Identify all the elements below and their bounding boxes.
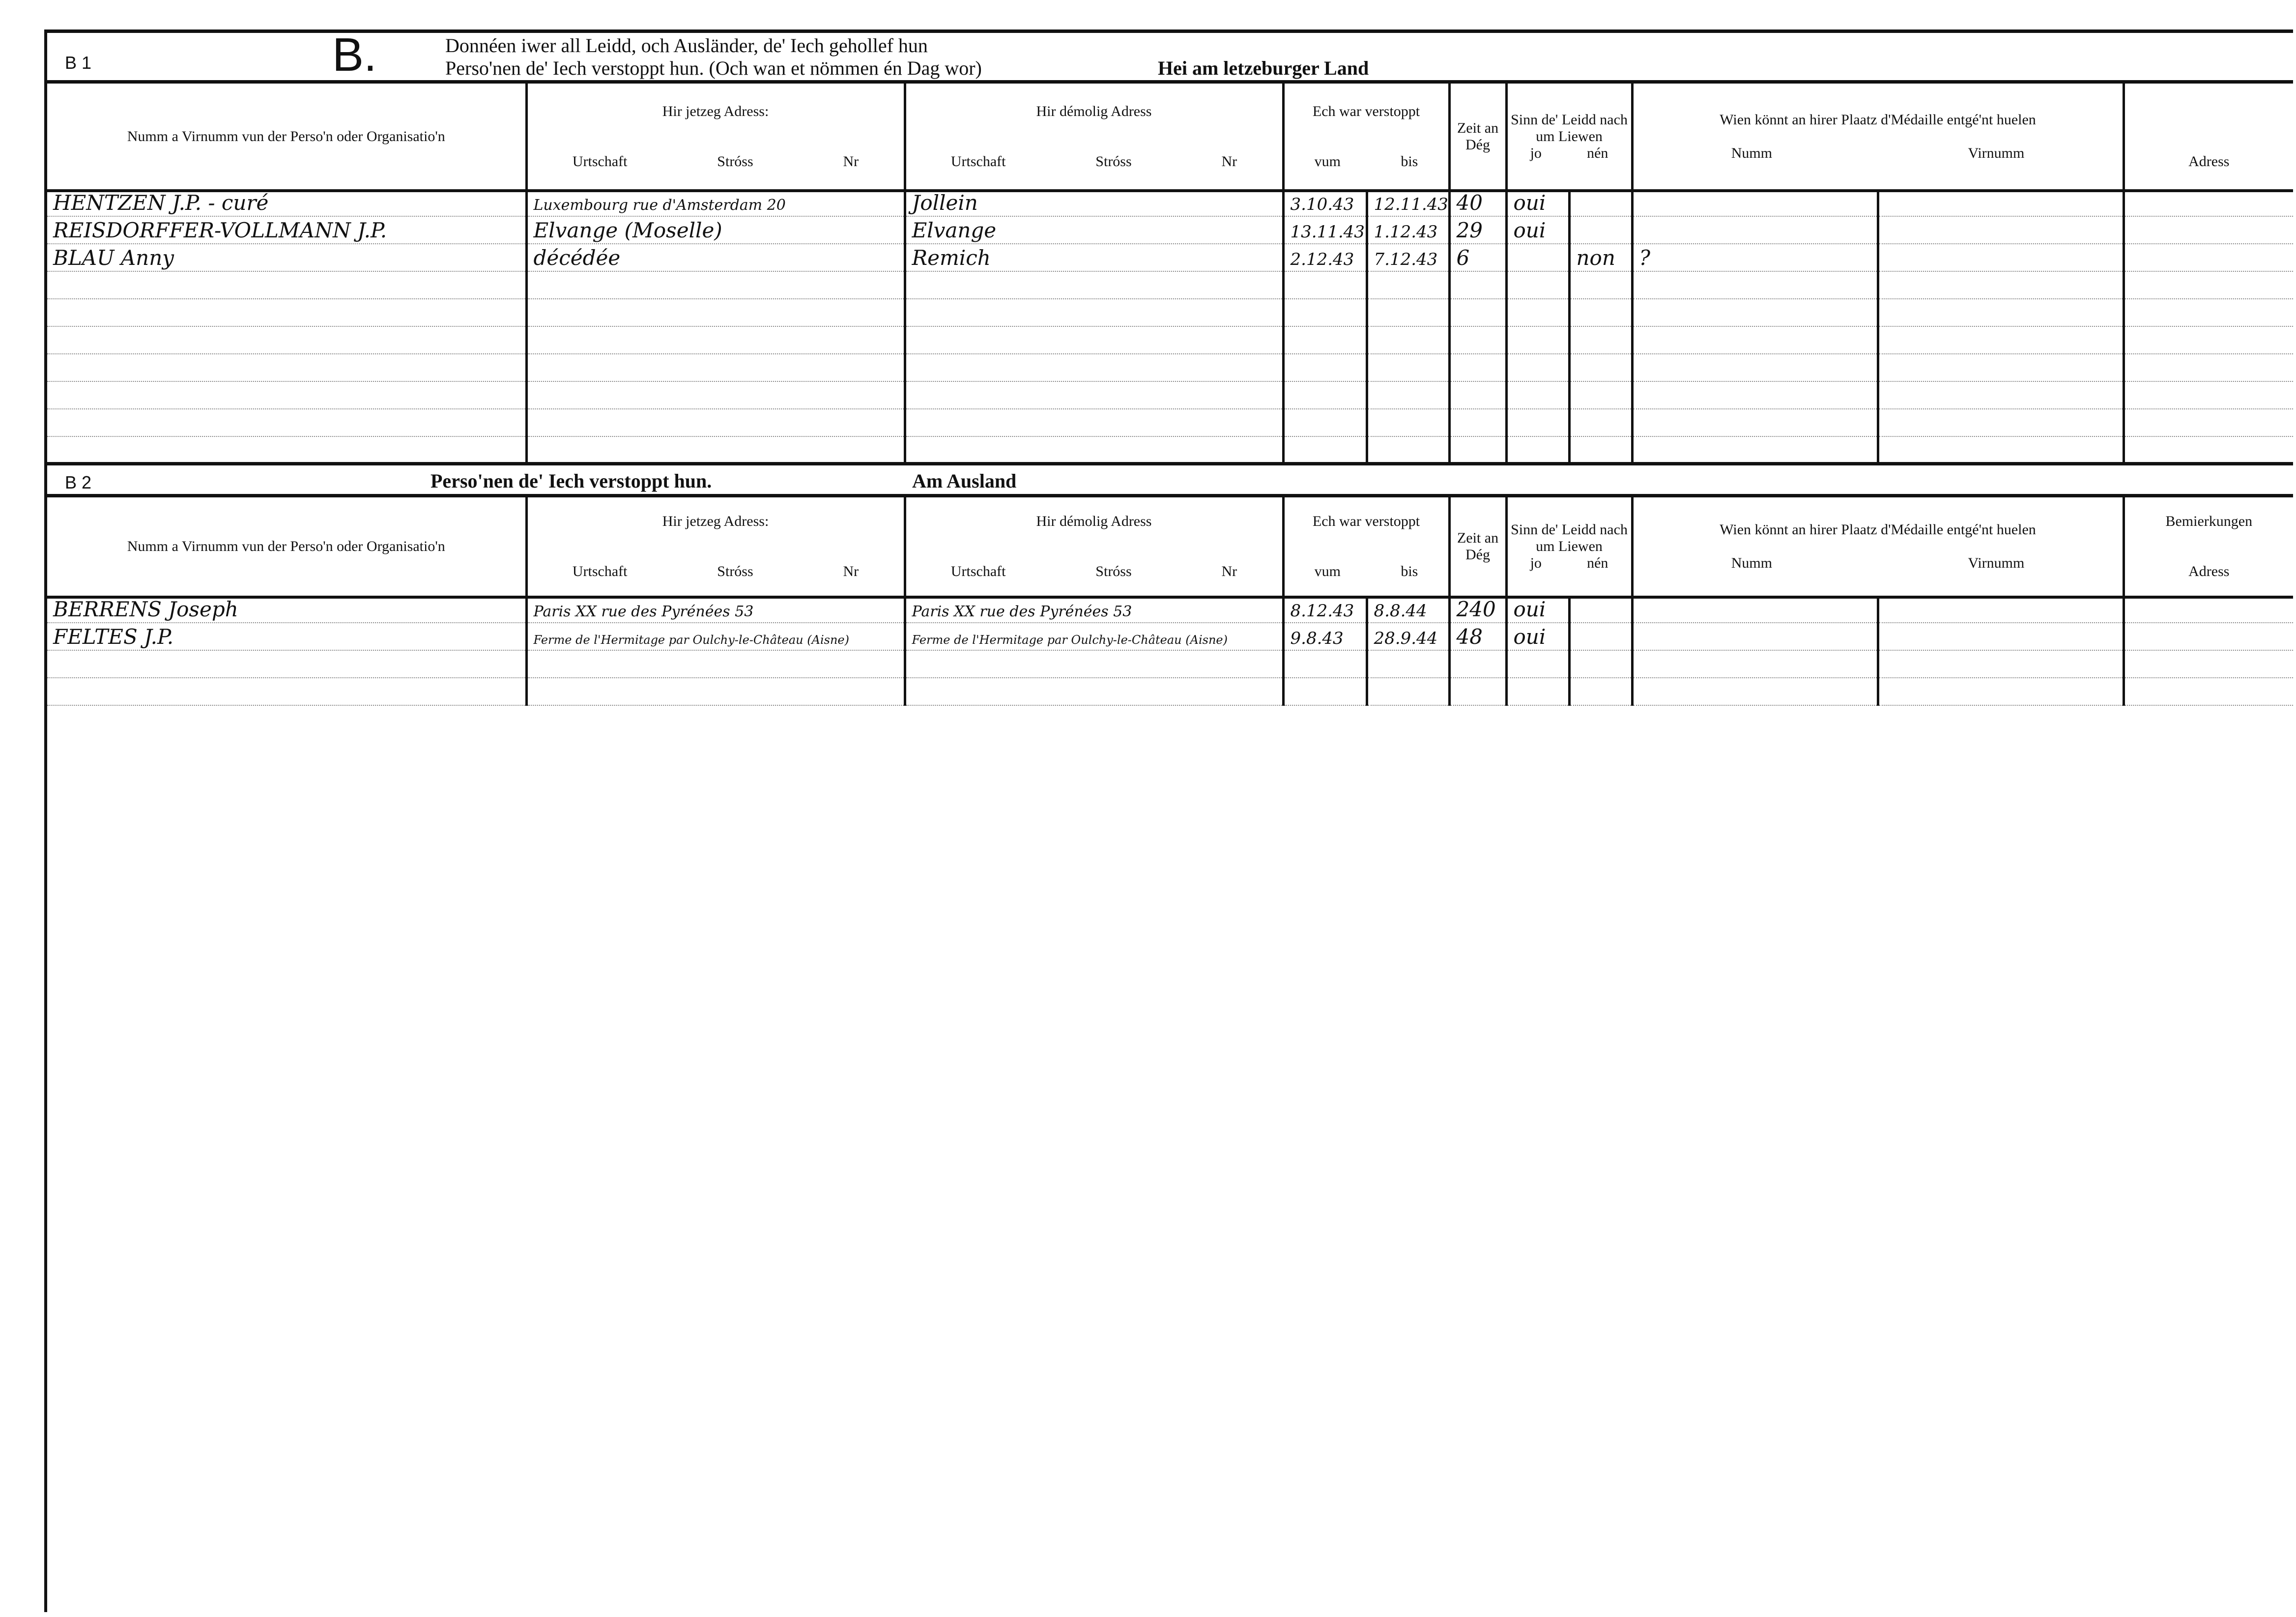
table-row [47, 650, 2293, 678]
days: 240 [1456, 597, 1496, 621]
form-sheet [44, 29, 2293, 1612]
former-address: Jollein [912, 190, 978, 215]
alive-yes: oui [1513, 190, 1546, 215]
col-days-header: Zeit an Dég [1449, 84, 1506, 191]
current-address: Elvange (Moselle) [533, 218, 722, 242]
b2-header-row [47, 497, 2293, 597]
table-row [47, 436, 2293, 464]
hidden-to: 1.12.43 [1374, 222, 1438, 242]
section-title-right: Am Ausland [912, 470, 1017, 492]
table-row [47, 354, 2293, 381]
b1-table [47, 84, 2293, 192]
table-row [47, 189, 2293, 216]
days: 29 [1456, 218, 1483, 242]
former-address: Paris XX rue des Pyrénées 53 [912, 603, 1132, 620]
alive-yes: oui [1513, 597, 1546, 621]
table-row [47, 409, 2293, 436]
former-address: Remich [912, 245, 991, 270]
days: 48 [1456, 624, 1483, 649]
former-address: Elvange [912, 218, 997, 242]
current-address: Paris XX rue des Pyrénées 53 [533, 603, 754, 620]
col-hidden-header: Ech war verstoppt vum bis [1283, 497, 1449, 597]
days: 40 [1456, 190, 1483, 215]
table-row [47, 678, 2293, 705]
col-days-header: Zeit an Dég [1449, 497, 1506, 597]
person-name: HENTZEN J.P. - curé [53, 190, 269, 215]
hidden-to: 8.8.44 [1374, 601, 1427, 621]
section-title-right: Hei am letzeburger Land [1158, 57, 1369, 79]
alive-yes: oui [1513, 218, 1546, 242]
hidden-to: 7.12.43 [1374, 249, 1438, 269]
section-b2-header [47, 462, 2293, 497]
col-medal-address-header: Adress [2124, 84, 2293, 191]
col-name-header: Numm a Virnumm vun der Perso'n oder Organisatio'n [47, 497, 526, 597]
hidden-to: 12.11.43 [1374, 194, 1448, 214]
col-medal-header: Wien könnt an hirer Plaatz d'Médaille entgé'nt huelen Numm Virnumm [1632, 497, 2124, 597]
table-row [47, 216, 2293, 244]
hidden-from: 3.10.43 [1290, 194, 1354, 214]
table-row [47, 299, 2293, 326]
b2-table [47, 497, 2293, 599]
table-row [47, 381, 2293, 409]
table-row [47, 326, 2293, 354]
section-letter: B. [332, 29, 377, 81]
section-title-line2: Perso'nen de' Iech verstoppt hun. (Och wan et nömmen én Dag wor) [445, 57, 982, 79]
hidden-from: 9.8.43 [1290, 628, 1344, 648]
col-remarks-header: Bemierkungen Adress [2124, 497, 2293, 597]
medal-name: ? [1639, 245, 1651, 270]
section-title-line1: Donnéen iwer all Leidd, och Ausländer, de' Iech gehollef hun [445, 34, 928, 57]
b1-header-row [47, 84, 2293, 191]
table-row [47, 623, 2293, 650]
col-alive-header: Sinn de' Leidd nach um Liewen jo nén [1506, 497, 1632, 597]
b1-entries [47, 189, 2293, 464]
alive-yes: oui [1513, 624, 1546, 649]
col-name-header: Numm a Virnumm vun der Perso'n oder Organisatio'n [47, 84, 526, 191]
hidden-from: 13.11.43 [1290, 222, 1365, 242]
person-name: BERRENS Joseph [53, 597, 238, 621]
current-address: Luxembourg rue d'Amsterdam 20 [533, 196, 786, 214]
person-name: BLAU Anny [53, 245, 174, 270]
col-medal-header: Wien könnt an hirer Plaatz d'Médaille entgé'nt huelen Numm Virnumm [1632, 84, 2124, 191]
former-address: Ferme de l'Hermitage par Oulchy-le-Château (Aisne) [912, 633, 1228, 647]
col-hidden-header: Ech war verstoppt vum bis [1283, 84, 1449, 191]
current-address: Ferme de l'Hermitage par Oulchy-le-Château (Aisne) [533, 633, 849, 647]
current-address: décédée [533, 245, 621, 270]
table-row [47, 244, 2293, 271]
col-current-address-header: Hir jetzeg Adress: Urtschaft Stróss Nr [526, 84, 905, 191]
table-row [47, 596, 2293, 623]
section-b1-header [47, 29, 2293, 84]
col-former-address-header: Hir démolig Adress Urtschaft Stróss Nr [905, 497, 1283, 597]
section-code: B 2 [65, 472, 92, 492]
section-title: Perso'nen de' Iech verstoppt hun. [430, 470, 712, 492]
hidden-from: 8.12.43 [1290, 601, 1354, 621]
alive-no: non [1576, 245, 1615, 270]
col-current-address-header: Hir jetzeg Adress: Urtschaft Stróss Nr [526, 497, 905, 597]
col-former-address-header: Hir démolig Adress Urtschaft Stróss Nr [905, 84, 1283, 191]
col-alive-header: Sinn de' Leidd nach um Liewen jo nén [1506, 84, 1632, 191]
hidden-from: 2.12.43 [1290, 249, 1354, 269]
person-name: REISDORFFER-VOLLMANN J.P. [53, 218, 387, 242]
hidden-to: 28.9.44 [1374, 628, 1438, 648]
section-code: B 1 [65, 53, 92, 73]
person-name: FELTES J.P. [53, 624, 174, 649]
b2-entries [47, 596, 2293, 706]
table-row [47, 271, 2293, 299]
days: 6 [1456, 245, 1470, 270]
